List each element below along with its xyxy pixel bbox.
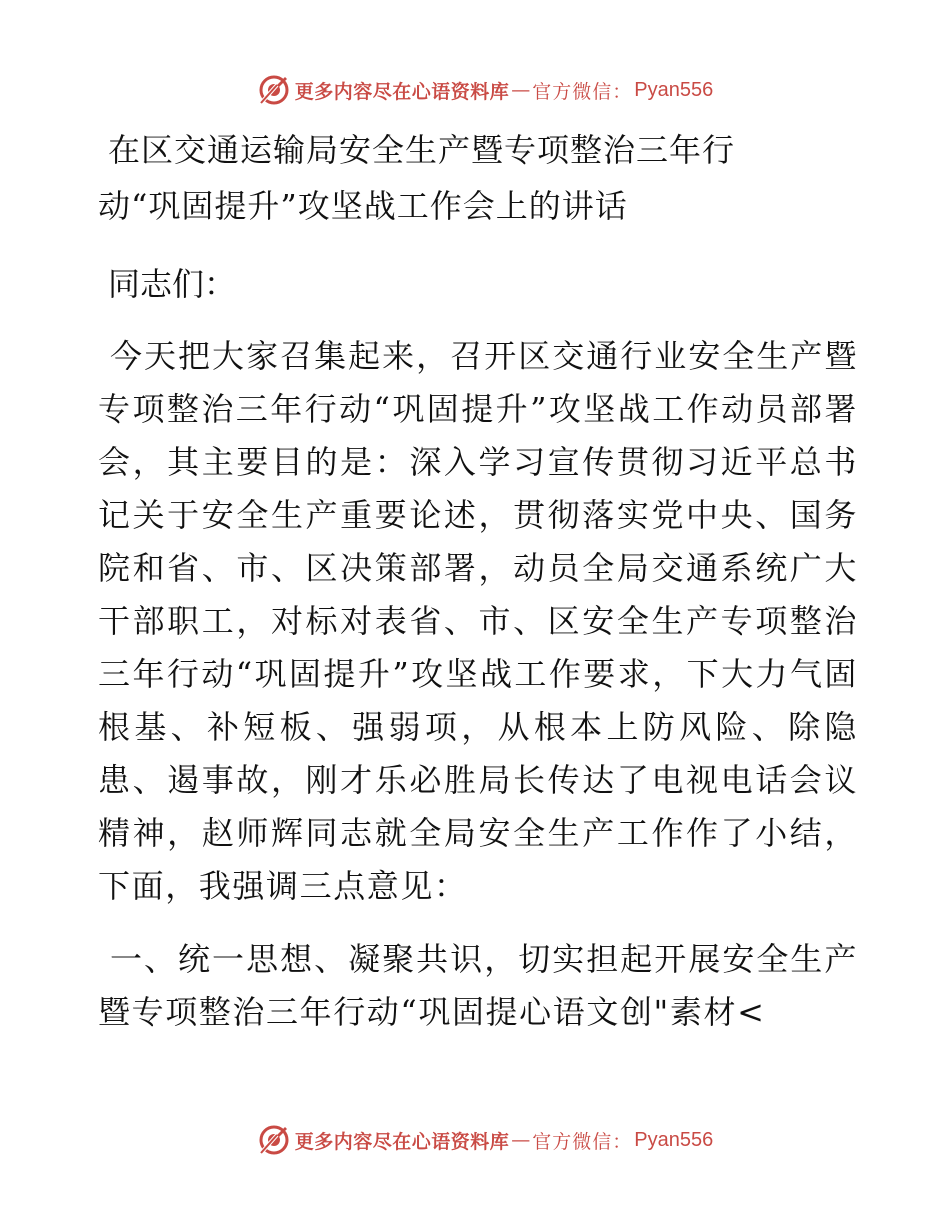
watermark-main-text: 更多内容尽在心语资料库 bbox=[294, 80, 510, 103]
document-title bbox=[98, 122, 768, 234]
watermark-banner-bottom bbox=[0, 1120, 950, 1160]
watermark-content bbox=[257, 1123, 714, 1157]
watermark-main-text: 更多内容尽在心语资料库 bbox=[294, 1130, 510, 1153]
title-line-1: 在区交通运输局安全生产暨专项整治三年行 bbox=[108, 131, 736, 169]
watermark-banner-top bbox=[0, 70, 950, 110]
section-heading-1: 一、统一思想、凝聚共识，切实担起开展安全生产暨专项整治三年行动“巩固提心语文创"素材< bbox=[98, 940, 858, 1031]
salutation: 同志们： bbox=[108, 265, 237, 303]
title-line-2: 动“巩固提升”攻坚战工作会上的讲话 bbox=[98, 187, 628, 225]
paragraph-intro: 今天把大家召集起来，召开区交通行业安全生产暨专项整治三年行动“巩固提升”攻坚战工作动员部署会，其主要目的是：深入学习宣传贯彻习近平总书记关于安全生产重要论述，贯彻落实党中央、国务院和省、市、区决策部署，动员全局交通系统广大干部职工，对标对表省、市、区安全生产专项整治三年行动“巩固提升”攻坚战工作要求，下大力气固根基、补短板、强弱项，从根本上防风险、除隐患、遏事故，刚才乐必胜局长传达了电视电话会议精神，赵师辉同志就全局安全生产工作作了小结，下面，我强调三点意见： bbox=[98, 337, 858, 905]
brand-logo-icon bbox=[257, 73, 291, 107]
watermark-wechat-id: Pyan556 bbox=[634, 1128, 714, 1151]
watermark-wechat-id: Pyan556 bbox=[634, 78, 714, 101]
watermark-wechat-label: 官方微信： bbox=[532, 80, 633, 103]
watermark-dash: — bbox=[511, 1129, 531, 1151]
document-body bbox=[98, 122, 858, 1039]
watermark-dash: — bbox=[511, 79, 531, 101]
brand-logo-icon bbox=[257, 1123, 291, 1157]
watermark-wechat-label: 官方微信： bbox=[532, 1130, 633, 1153]
watermark-content bbox=[257, 73, 714, 107]
